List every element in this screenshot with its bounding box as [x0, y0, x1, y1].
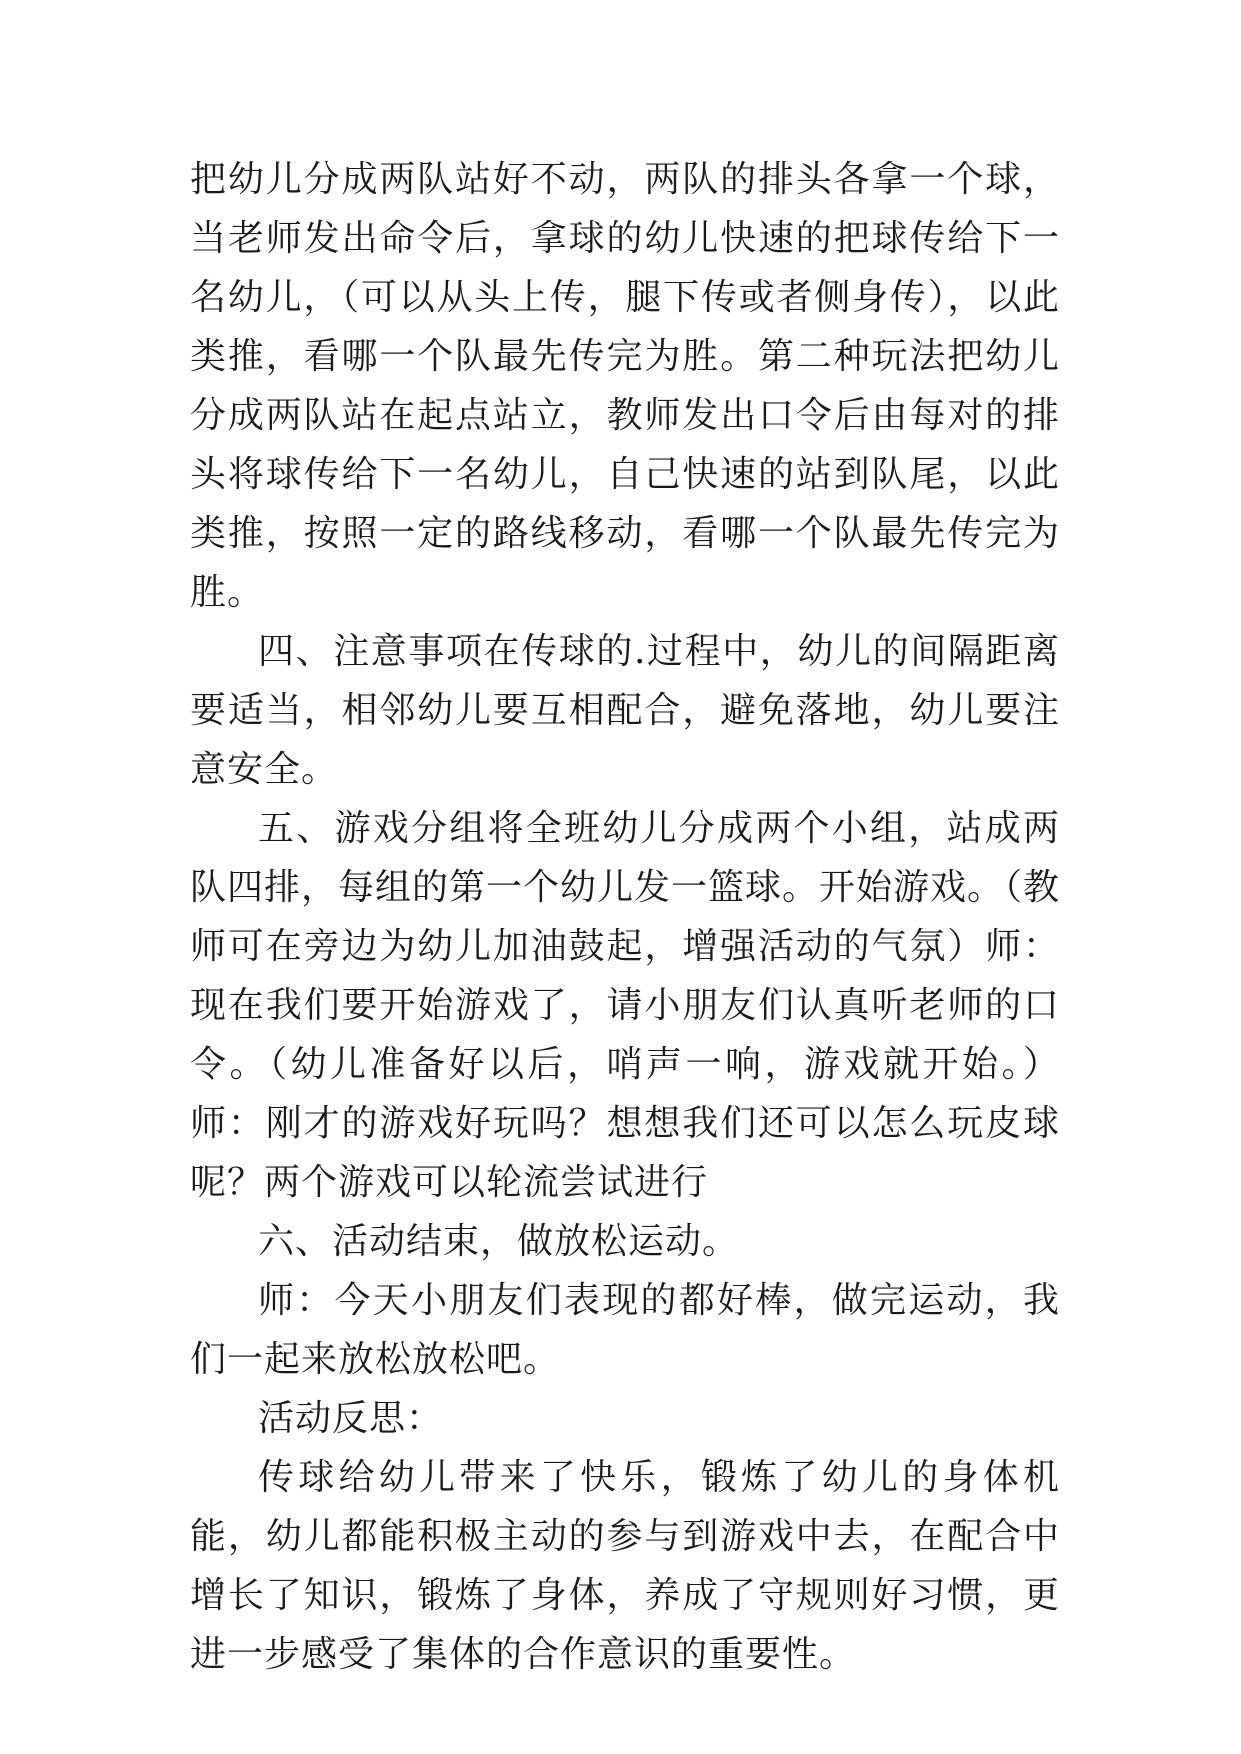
paragraph-reflection: 传球给幼儿带来了快乐，锻炼了幼儿的身体机能，幼儿都能积极主动的参与到游戏中去，在配合中增长了知识，锻炼了身体，养成了守规则好习惯，更进一步感受了集体的合作意识的重要性。	[190, 1457, 1060, 1675]
paragraph-activity-end: 六、活动结束，做放松运动。	[258, 1221, 740, 1262]
paragraph-game-rules: 把幼儿分成两队站好不动，两队的排头各拿一个球，当老师发出命令后，拿球的幼儿快速的把球传给下一名幼儿，（可以从头上传，腿下传或者侧身传），以此类推，看哪一个队最先传完为胜。第二种玩法把幼儿分成两队站在起点站立，教师发出口令后由每对的排头将球传给下一名幼儿，自己快速的站到队尾，以此类推，按照一定的路线移动，看哪一个队最先传完为胜。	[190, 159, 1060, 613]
paragraph-precautions: 四、注意事项在传球的.过程中，幼儿的间隔距离要适当，相邻幼儿要互相配合，避免落地，幼儿要注意安全。	[190, 631, 1060, 790]
document-page	[190, 150, 1060, 1684]
paragraph-teacher-remark: 师：今天小朋友们表现的都好棒，做完运动，我们一起来放松放松吧。	[190, 1280, 1060, 1380]
paragraph-grouping: 五、游戏分组将全班幼儿分成两个小组，站成两队四排，每组的第一个幼儿发一篮球。开始游戏。（教师可在旁边为幼儿加油鼓起，增强活动的气氛）师：现在我们要开始游戏了，请小朋友们认真听老师的口令。（幼儿准备好以后，哨声一响，游戏就开始。）师：刚才的游戏好玩吗？想想我们还可以怎么玩皮球呢？两个游戏可以轮流尝试进行	[190, 808, 1061, 1203]
heading-reflection: 活动反思：	[258, 1398, 444, 1439]
